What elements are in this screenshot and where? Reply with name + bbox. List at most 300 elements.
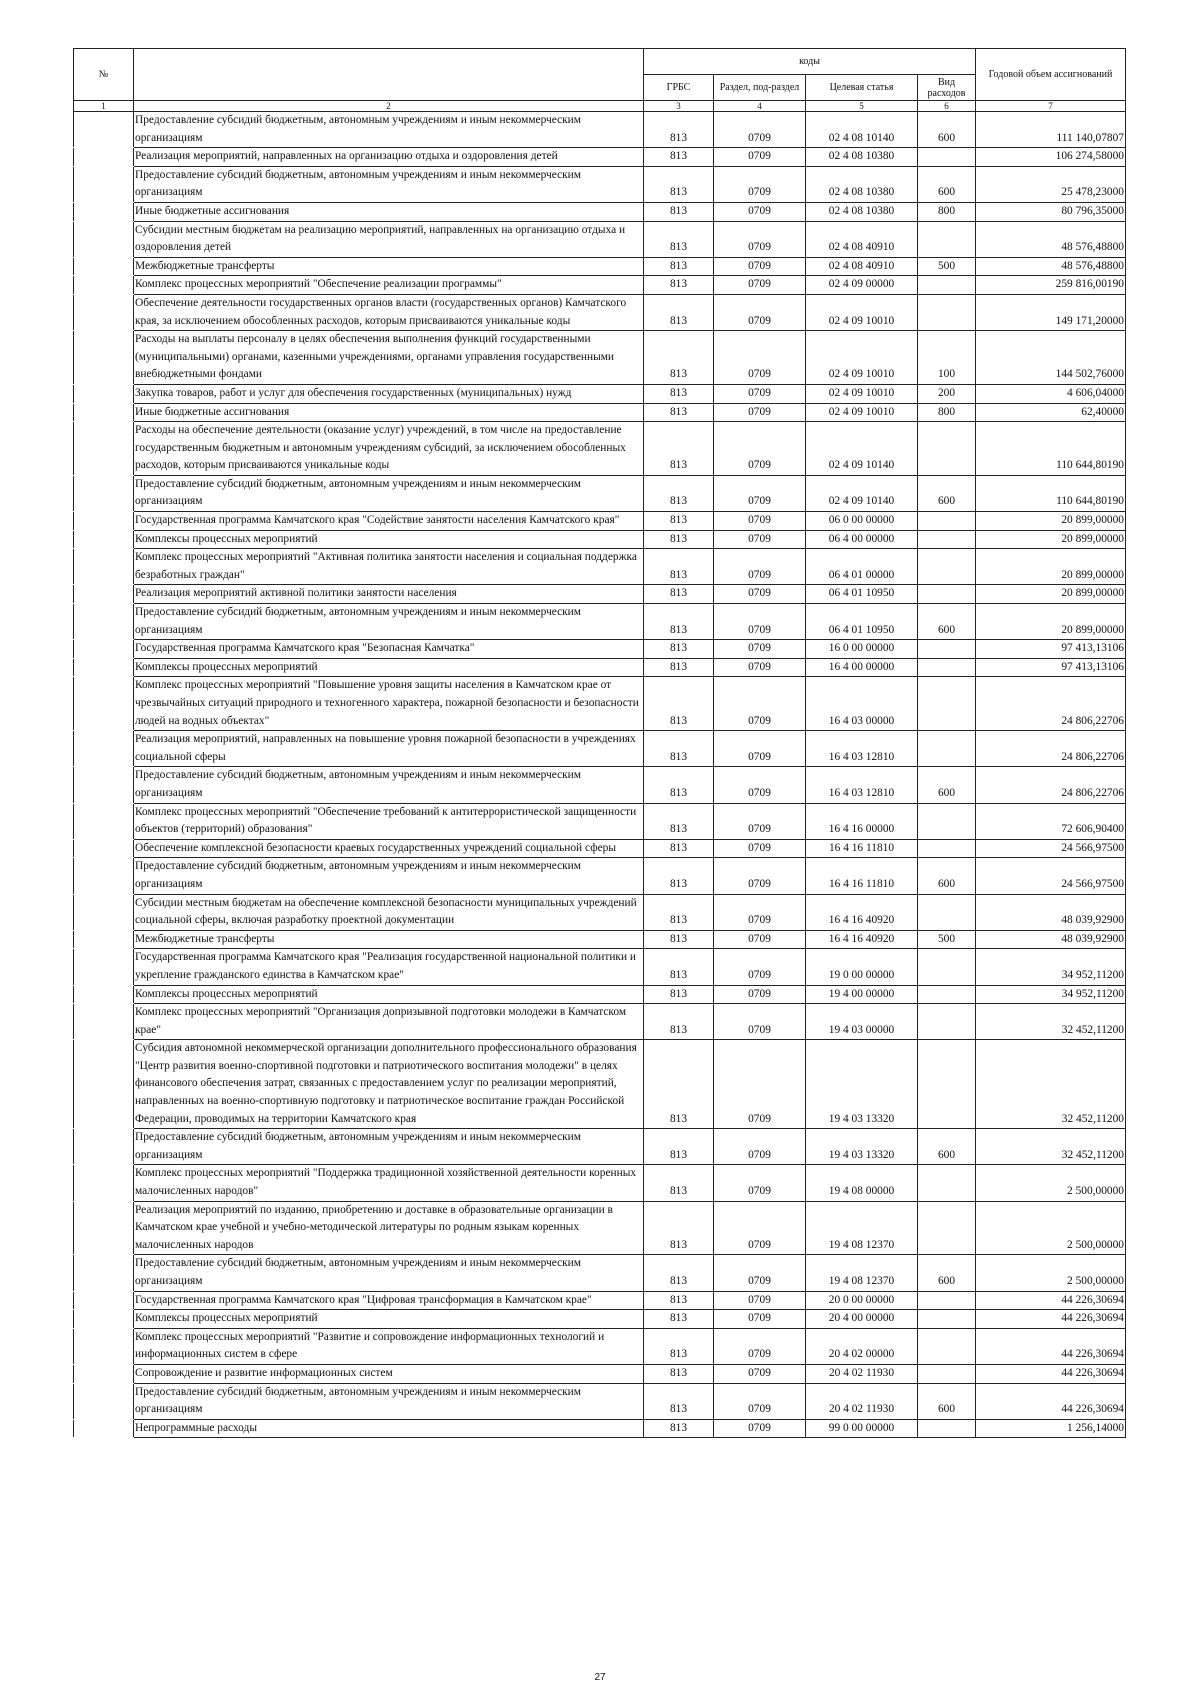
row-razdel: 0709 xyxy=(714,1040,806,1129)
row-number-cell xyxy=(74,202,134,221)
row-grbs: 813 xyxy=(644,475,714,511)
table-row xyxy=(74,731,1126,767)
row-vid xyxy=(918,294,976,330)
row-razdel: 0709 xyxy=(714,1364,806,1383)
row-vid xyxy=(918,677,976,731)
row-number-cell xyxy=(74,894,134,930)
row-sum: 48 039,92900 xyxy=(976,894,1126,930)
row-name: Предоставление субсидий бюджетным, автономным учреждениям и иным некоммерческим организациям xyxy=(134,1129,644,1165)
row-grbs: 813 xyxy=(644,1383,714,1419)
table-row xyxy=(74,1129,1126,1165)
row-name: Комплексы процессных мероприятий xyxy=(134,985,644,1004)
table-row xyxy=(74,331,1126,385)
row-razdel: 0709 xyxy=(714,384,806,403)
row-vid: 500 xyxy=(918,257,976,276)
row-name: Государственная программа Камчатского края "Реализация государственной национальной политики и укрепление гражданского единства в Камчатском крае" xyxy=(134,949,644,985)
row-csr: 02 4 08 10380 xyxy=(806,148,918,167)
row-grbs: 813 xyxy=(644,276,714,295)
row-name: Иные бюджетные ассигнования xyxy=(134,403,644,422)
row-vid xyxy=(918,422,976,476)
row-sum: 2 500,00000 xyxy=(976,1201,1126,1255)
row-sum: 110 644,80190 xyxy=(976,422,1126,476)
row-csr: 99 0 00 00000 xyxy=(806,1419,918,1438)
row-razdel: 0709 xyxy=(714,202,806,221)
row-csr: 19 4 08 12370 xyxy=(806,1201,918,1255)
row-sum: 24 806,22706 xyxy=(976,677,1126,731)
row-sum: 24 806,22706 xyxy=(976,731,1126,767)
row-csr: 06 4 01 00000 xyxy=(806,549,918,585)
row-grbs: 813 xyxy=(644,767,714,803)
row-razdel: 0709 xyxy=(714,530,806,549)
row-razdel: 0709 xyxy=(714,658,806,677)
table-row xyxy=(74,202,1126,221)
page-number: 27 xyxy=(594,1672,606,1683)
row-razdel: 0709 xyxy=(714,985,806,1004)
row-vid xyxy=(918,549,976,585)
row-grbs: 813 xyxy=(644,585,714,604)
row-name: Государственная программа Камчатского края "Безопасная Камчатка" xyxy=(134,640,644,659)
table-row xyxy=(74,1328,1126,1364)
row-csr: 06 4 01 10950 xyxy=(806,604,918,640)
row-grbs: 813 xyxy=(644,677,714,731)
row-number-cell xyxy=(74,1040,134,1129)
row-razdel: 0709 xyxy=(714,331,806,385)
row-sum: 259 816,00190 xyxy=(976,276,1126,295)
row-csr: 06 4 00 00000 xyxy=(806,530,918,549)
row-grbs: 813 xyxy=(644,384,714,403)
table-row xyxy=(74,894,1126,930)
table-row xyxy=(74,276,1126,295)
row-csr: 16 4 03 12810 xyxy=(806,731,918,767)
row-grbs: 813 xyxy=(644,1364,714,1383)
row-grbs: 813 xyxy=(644,604,714,640)
row-vid xyxy=(918,1364,976,1383)
table-row xyxy=(74,803,1126,839)
row-number-cell xyxy=(74,1129,134,1165)
row-sum: 25 478,23000 xyxy=(976,166,1126,202)
row-name: Комплекс процессных мероприятий "Организация допризывной подготовки молодежи в Камчатском крае" xyxy=(134,1004,644,1040)
row-razdel: 0709 xyxy=(714,1004,806,1040)
row-csr: 16 4 16 00000 xyxy=(806,803,918,839)
table-row xyxy=(74,658,1126,677)
row-sum: 48 576,48800 xyxy=(976,221,1126,257)
row-csr: 02 4 09 00000 xyxy=(806,276,918,295)
row-name: Комплекс процессных мероприятий "Поддержка традиционной хозяйственной деятельности коренных малочисленных народов" xyxy=(134,1165,644,1201)
table-row xyxy=(74,166,1126,202)
row-razdel: 0709 xyxy=(714,1328,806,1364)
row-vid xyxy=(918,512,976,531)
row-vid: 800 xyxy=(918,403,976,422)
row-vid: 600 xyxy=(918,1383,976,1419)
column-number: 2 xyxy=(134,101,644,112)
table-row xyxy=(74,148,1126,167)
row-number-cell xyxy=(74,1383,134,1419)
row-sum: 2 500,00000 xyxy=(976,1165,1126,1201)
table-row xyxy=(74,112,1126,148)
row-name: Комплекс процессных мероприятий "Обеспечение реализации программы" xyxy=(134,276,644,295)
table-row xyxy=(74,604,1126,640)
row-grbs: 813 xyxy=(644,930,714,949)
row-name: Обеспечение комплексной безопасности краевых государственных учреждений социальной сферы xyxy=(134,839,644,858)
table-row xyxy=(74,221,1126,257)
row-sum: 24 806,22706 xyxy=(976,767,1126,803)
table-row xyxy=(74,585,1126,604)
row-razdel: 0709 xyxy=(714,257,806,276)
row-number-cell xyxy=(74,148,134,167)
row-razdel: 0709 xyxy=(714,858,806,894)
row-razdel: 0709 xyxy=(714,731,806,767)
table-row xyxy=(74,1291,1126,1310)
row-sum: 2 500,00000 xyxy=(976,1255,1126,1291)
table-row xyxy=(74,930,1126,949)
row-sum: 20 899,00000 xyxy=(976,549,1126,585)
row-vid: 600 xyxy=(918,112,976,148)
row-sum: 4 606,04000 xyxy=(976,384,1126,403)
header-csr: Целевая статья xyxy=(806,75,918,101)
row-razdel: 0709 xyxy=(714,585,806,604)
row-grbs: 813 xyxy=(644,839,714,858)
row-csr: 19 4 08 00000 xyxy=(806,1165,918,1201)
row-razdel: 0709 xyxy=(714,894,806,930)
row-number-cell xyxy=(74,530,134,549)
row-csr: 19 4 08 12370 xyxy=(806,1255,918,1291)
table-row xyxy=(74,949,1126,985)
header-column-numbers xyxy=(74,101,1126,112)
row-name: Реализация мероприятий, направленных на организацию отдыха и оздоровления детей xyxy=(134,148,644,167)
row-number-cell xyxy=(74,640,134,659)
row-razdel: 0709 xyxy=(714,1255,806,1291)
row-sum: 20 899,00000 xyxy=(976,530,1126,549)
row-razdel: 0709 xyxy=(714,677,806,731)
row-vid xyxy=(918,1310,976,1329)
row-number-cell xyxy=(74,1364,134,1383)
row-vid xyxy=(918,985,976,1004)
row-grbs: 813 xyxy=(644,1165,714,1201)
row-csr: 16 4 00 00000 xyxy=(806,658,918,677)
row-vid: 500 xyxy=(918,930,976,949)
row-name: Комплекс процессных мероприятий "Активная политика занятости населения и социальная поддержка безработных граждан" xyxy=(134,549,644,585)
row-razdel: 0709 xyxy=(714,166,806,202)
row-name: Закупка товаров, работ и услуг для обеспечения государственных (муниципальных) нужд xyxy=(134,384,644,403)
column-number: 6 xyxy=(918,101,976,112)
row-csr: 02 4 09 10140 xyxy=(806,475,918,511)
row-vid xyxy=(918,894,976,930)
table-row xyxy=(74,257,1126,276)
row-grbs: 813 xyxy=(644,803,714,839)
row-sum: 24 566,97500 xyxy=(976,839,1126,858)
row-sum: 44 226,30694 xyxy=(976,1364,1126,1383)
row-grbs: 813 xyxy=(644,221,714,257)
row-sum: 110 644,80190 xyxy=(976,475,1126,511)
row-razdel: 0709 xyxy=(714,1310,806,1329)
row-razdel: 0709 xyxy=(714,403,806,422)
row-number-cell xyxy=(74,1419,134,1438)
row-razdel: 0709 xyxy=(714,422,806,476)
row-sum: 34 952,11200 xyxy=(976,985,1126,1004)
row-name: Предоставление субсидий бюджетным, автономным учреждениям и иным некоммерческим организациям xyxy=(134,604,644,640)
row-name: Обеспечение деятельности государственных органов власти (государственных органов) Камчатского края, за исключением обособленных расходов, которым присваиваются уникальные коды xyxy=(134,294,644,330)
row-csr: 02 4 09 10010 xyxy=(806,294,918,330)
row-sum: 106 274,58000 xyxy=(976,148,1126,167)
row-vid: 100 xyxy=(918,331,976,385)
row-vid xyxy=(918,530,976,549)
row-razdel: 0709 xyxy=(714,112,806,148)
row-name: Предоставление субсидий бюджетным, автономным учреждениям и иным некоммерческим организациям xyxy=(134,1255,644,1291)
row-csr: 02 4 08 10380 xyxy=(806,166,918,202)
row-grbs: 813 xyxy=(644,894,714,930)
row-number-cell xyxy=(74,475,134,511)
row-vid: 600 xyxy=(918,1129,976,1165)
row-sum: 20 899,00000 xyxy=(976,585,1126,604)
row-grbs: 813 xyxy=(644,658,714,677)
row-vid: 600 xyxy=(918,166,976,202)
header-vid: Вид расходов xyxy=(918,75,976,101)
row-grbs: 813 xyxy=(644,166,714,202)
row-csr: 19 4 03 13320 xyxy=(806,1040,918,1129)
table-row xyxy=(74,422,1126,476)
table-row xyxy=(74,512,1126,531)
column-number: 1 xyxy=(74,101,134,112)
row-grbs: 813 xyxy=(644,640,714,659)
row-razdel: 0709 xyxy=(714,1419,806,1438)
row-name: Комплекс процессных мероприятий "Обеспечение требований к антитеррористической защищенности объектов (территорий) образования" xyxy=(134,803,644,839)
row-razdel: 0709 xyxy=(714,148,806,167)
row-vid xyxy=(918,1419,976,1438)
row-name: Сопровождение и развитие информационных систем xyxy=(134,1364,644,1383)
row-vid xyxy=(918,1165,976,1201)
row-number-cell xyxy=(74,549,134,585)
row-sum: 144 502,76000 xyxy=(976,331,1126,385)
row-razdel: 0709 xyxy=(714,1201,806,1255)
row-sum: 48 576,48800 xyxy=(976,257,1126,276)
row-csr: 02 4 09 10010 xyxy=(806,403,918,422)
row-grbs: 813 xyxy=(644,422,714,476)
row-sum: 20 899,00000 xyxy=(976,512,1126,531)
row-name: Реализация мероприятий активной политики занятости населения xyxy=(134,585,644,604)
row-grbs: 813 xyxy=(644,202,714,221)
row-razdel: 0709 xyxy=(714,839,806,858)
row-number-cell xyxy=(74,1255,134,1291)
row-razdel: 0709 xyxy=(714,276,806,295)
row-number-cell xyxy=(74,112,134,148)
row-csr: 02 4 08 40910 xyxy=(806,257,918,276)
row-csr: 02 4 08 10380 xyxy=(806,202,918,221)
row-name: Предоставление субсидий бюджетным, автономным учреждениям и иным некоммерческим организациям xyxy=(134,1383,644,1419)
row-razdel: 0709 xyxy=(714,1129,806,1165)
row-sum: 1 256,14000 xyxy=(976,1419,1126,1438)
column-number: 4 xyxy=(714,101,806,112)
row-vid xyxy=(918,839,976,858)
row-grbs: 813 xyxy=(644,148,714,167)
row-vid xyxy=(918,276,976,295)
row-csr: 19 0 00 00000 xyxy=(806,949,918,985)
header-name xyxy=(134,49,644,101)
row-name: Непрограммные расходы xyxy=(134,1419,644,1438)
row-csr: 20 4 02 00000 xyxy=(806,1328,918,1364)
row-number-cell xyxy=(74,166,134,202)
row-vid xyxy=(918,1040,976,1129)
row-csr: 16 4 03 00000 xyxy=(806,677,918,731)
row-name: Предоставление субсидий бюджетным, автономным учреждениям и иным некоммерческим организациям xyxy=(134,475,644,511)
row-grbs: 813 xyxy=(644,1419,714,1438)
row-razdel: 0709 xyxy=(714,294,806,330)
row-name: Расходы на выплаты персоналу в целях обеспечения выполнения функций государственными (муниципальными) органами, казенными учреждениями, органами управления государственными внебюджетными фондами xyxy=(134,331,644,385)
row-vid xyxy=(918,221,976,257)
header-razdel: Раздел, под-раздел xyxy=(714,75,806,101)
header-volume: Годовой объем ассигнований xyxy=(976,49,1126,101)
row-razdel: 0709 xyxy=(714,767,806,803)
table-row xyxy=(74,839,1126,858)
row-number-cell xyxy=(74,585,134,604)
table-row xyxy=(74,1383,1126,1419)
row-number-cell xyxy=(74,949,134,985)
header-number: № xyxy=(74,49,134,101)
row-number-cell xyxy=(74,658,134,677)
row-number-cell xyxy=(74,604,134,640)
table-row xyxy=(74,1419,1126,1438)
row-sum: 44 226,30694 xyxy=(976,1310,1126,1329)
table-row xyxy=(74,384,1126,403)
row-name: Комплексы процессных мероприятий xyxy=(134,1310,644,1329)
table-row xyxy=(74,640,1126,659)
row-name: Комплекс процессных мероприятий "Развитие и сопровождение информационных технологий и информационных систем в сфере xyxy=(134,1328,644,1364)
row-grbs: 813 xyxy=(644,985,714,1004)
row-vid xyxy=(918,731,976,767)
row-vid: 600 xyxy=(918,767,976,803)
row-vid xyxy=(918,1328,976,1364)
table-body xyxy=(74,112,1126,1438)
table-row xyxy=(74,858,1126,894)
row-sum: 97 413,13106 xyxy=(976,640,1126,659)
row-number-cell xyxy=(74,331,134,385)
row-grbs: 813 xyxy=(644,257,714,276)
row-grbs: 813 xyxy=(644,112,714,148)
row-csr: 02 4 09 10010 xyxy=(806,384,918,403)
row-grbs: 813 xyxy=(644,1328,714,1364)
row-grbs: 813 xyxy=(644,1201,714,1255)
row-csr: 02 4 08 10140 xyxy=(806,112,918,148)
row-number-cell xyxy=(74,677,134,731)
table-row xyxy=(74,1040,1126,1129)
row-number-cell xyxy=(74,767,134,803)
row-number-cell xyxy=(74,276,134,295)
row-sum: 24 566,97500 xyxy=(976,858,1126,894)
row-vid xyxy=(918,1004,976,1040)
row-number-cell xyxy=(74,512,134,531)
table-row xyxy=(74,1310,1126,1329)
row-grbs: 813 xyxy=(644,1040,714,1129)
row-number-cell xyxy=(74,731,134,767)
row-csr: 06 0 00 00000 xyxy=(806,512,918,531)
row-sum: 72 606,90400 xyxy=(976,803,1126,839)
row-vid: 600 xyxy=(918,1255,976,1291)
row-grbs: 813 xyxy=(644,1310,714,1329)
row-csr: 02 4 09 10140 xyxy=(806,422,918,476)
row-grbs: 813 xyxy=(644,1291,714,1310)
row-sum: 62,40000 xyxy=(976,403,1126,422)
row-grbs: 813 xyxy=(644,1004,714,1040)
row-sum: 149 171,20000 xyxy=(976,294,1126,330)
table-row xyxy=(74,1364,1126,1383)
row-name: Субсидии местным бюджетам на обеспечение комплексной безопасности муниципальных учреждений социальной сферы, включая разработку проектной документации xyxy=(134,894,644,930)
row-sum: 34 952,11200 xyxy=(976,949,1126,985)
row-razdel: 0709 xyxy=(714,221,806,257)
row-name: Субсидии местным бюджетам на реализацию мероприятий, направленных на организацию отдыха и оздоровления детей xyxy=(134,221,644,257)
row-vid: 200 xyxy=(918,384,976,403)
row-sum: 32 452,11200 xyxy=(976,1040,1126,1129)
table-row xyxy=(74,985,1126,1004)
row-vid xyxy=(918,1201,976,1255)
column-number: 7 xyxy=(976,101,1126,112)
row-name: Реализация мероприятий по изданию, приобретению и доставке в образовательные организации в Камчатском крае учебной и учебно-методической литературы по родным языкам коренных малочисленных народов xyxy=(134,1201,644,1255)
row-number-cell xyxy=(74,1201,134,1255)
row-csr: 20 4 02 11930 xyxy=(806,1383,918,1419)
row-razdel: 0709 xyxy=(714,512,806,531)
row-number-cell xyxy=(74,384,134,403)
row-razdel: 0709 xyxy=(714,1165,806,1201)
row-name: Иные бюджетные ассигнования xyxy=(134,202,644,221)
row-vid: 800 xyxy=(918,202,976,221)
row-razdel: 0709 xyxy=(714,475,806,511)
row-sum: 97 413,13106 xyxy=(976,658,1126,677)
row-razdel: 0709 xyxy=(714,640,806,659)
row-csr: 19 4 00 00000 xyxy=(806,985,918,1004)
header-grbs: ГРБС xyxy=(644,75,714,101)
row-grbs: 813 xyxy=(644,1129,714,1165)
row-vid xyxy=(918,148,976,167)
row-grbs: 813 xyxy=(644,530,714,549)
row-razdel: 0709 xyxy=(714,1291,806,1310)
row-name: Комплексы процессных мероприятий xyxy=(134,658,644,677)
row-number-cell xyxy=(74,221,134,257)
table-row xyxy=(74,1165,1126,1201)
row-grbs: 813 xyxy=(644,949,714,985)
table-row xyxy=(74,549,1126,585)
row-name: Комплекс процессных мероприятий "Повышение уровня защиты населения в Камчатском крае от чрезвычайных ситуаций природного и техногенного характера, пожарной безопасности и безопасности людей на водных объектах" xyxy=(134,677,644,731)
table-row xyxy=(74,1004,1126,1040)
row-csr: 19 4 03 13320 xyxy=(806,1129,918,1165)
table-row xyxy=(74,677,1126,731)
row-sum: 32 452,11200 xyxy=(976,1004,1126,1040)
column-number: 3 xyxy=(644,101,714,112)
row-csr: 20 4 00 00000 xyxy=(806,1310,918,1329)
row-number-cell xyxy=(74,1328,134,1364)
row-vid xyxy=(918,1291,976,1310)
row-grbs: 813 xyxy=(644,1255,714,1291)
table-row xyxy=(74,475,1126,511)
row-razdel: 0709 xyxy=(714,549,806,585)
row-name: Государственная программа Камчатского края "Содействие занятости населения Камчатского края" xyxy=(134,512,644,531)
row-csr: 02 4 09 10010 xyxy=(806,331,918,385)
row-csr: 16 4 16 11810 xyxy=(806,858,918,894)
row-name: Расходы на обеспечение деятельности (оказание услуг) учреждений, в том числе на предоставление государственным бюджетным и автономным учреждениям субсидий, за исключением обособленных расходов, которым присваиваются уникальные коды xyxy=(134,422,644,476)
row-grbs: 813 xyxy=(644,858,714,894)
row-number-cell xyxy=(74,1310,134,1329)
row-name: Предоставление субсидий бюджетным, автономным учреждениям и иным некоммерческим организациям xyxy=(134,858,644,894)
row-vid xyxy=(918,803,976,839)
row-sum: 80 796,35000 xyxy=(976,202,1126,221)
row-csr: 16 4 03 12810 xyxy=(806,767,918,803)
row-name: Межбюджетные трансферты xyxy=(134,930,644,949)
table-row xyxy=(74,403,1126,422)
row-number-cell xyxy=(74,839,134,858)
table-row xyxy=(74,1255,1126,1291)
row-number-cell xyxy=(74,1004,134,1040)
row-vid xyxy=(918,640,976,659)
row-razdel: 0709 xyxy=(714,949,806,985)
row-sum: 48 039,92900 xyxy=(976,930,1126,949)
row-sum: 111 140,07807 xyxy=(976,112,1126,148)
